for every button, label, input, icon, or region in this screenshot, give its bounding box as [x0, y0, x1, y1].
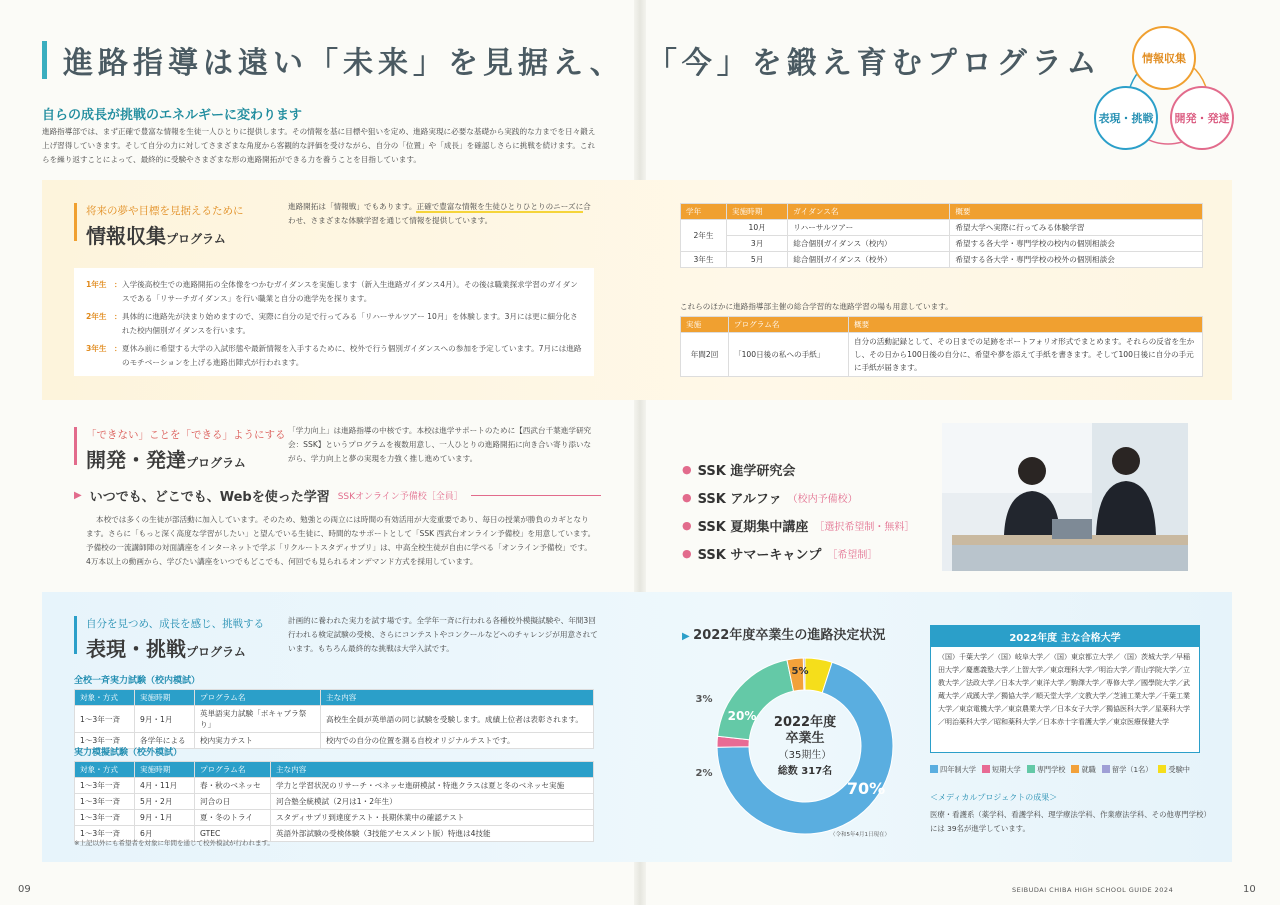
data-label: 5%	[791, 666, 809, 677]
medical-body: 医療・看護系（薬学科、看護学科、理学療法学科、作業療法学科、その他専門学校）には 39名が進学しています。	[930, 810, 1208, 833]
page-number-right: 10	[1243, 884, 1256, 895]
legend-item: 受験中	[1158, 765, 1190, 775]
info-note: これらのほかに進路指導部主催の総合学習的な進路学習の場も用意しています。	[680, 302, 953, 311]
info-year-box	[74, 268, 594, 376]
guide-label: SEIBUDAI CHIBA HIGH SCHOOL GUIDE 2024	[1012, 886, 1174, 894]
data-label: 2%	[695, 768, 713, 779]
mock2-title: 実力模擬試験（校外模試）	[74, 748, 183, 758]
pass-title: 2022年度 主な合格大学	[931, 626, 1199, 647]
center-label: 2022年度	[773, 715, 837, 730]
table-row: 2年生 10月 リハーサルツアー 希望大学へ実際に行ってみる体験学習	[681, 220, 1203, 236]
center-label: 卒業生	[785, 731, 825, 746]
chart-date: （令和5年4月1日現在）	[830, 832, 890, 838]
data-label: 3%	[695, 694, 713, 705]
table-row: 3年生 5月 総合個別ガイダンス（校外） 希望する各大学・専門学校の校外の個別相談会	[681, 252, 1203, 268]
legend-item: 就職	[1071, 765, 1095, 775]
list-item: ● SSK 夏期集中講座 ［選択希望制・無料］	[682, 518, 915, 535]
info-bar	[74, 203, 77, 241]
students-photo	[942, 423, 1188, 571]
legend-item: 専門学校	[1027, 765, 1066, 775]
mock2-table: 対象・方式 実施時期 プログラム名 主な内容 1～3年一斉 4月・11月 春・秋のベネッセ 学力と学習状況のリサーチ・ベネッセ進研模試・特進クラスは夏と冬のベネッセ実施 1～3年一斉 5月・2月 河合の日 河合塾全統模試（2月は1・2年生） 1～3年一斉 9月・1月 夏・冬のトライ スタディサプリ到達度テスト・長期休業中の確認テスト 1～3年一斉 6月 GTEC 英語外部試験の受検体験（3技能アセスメント版）特進は4技能	[74, 761, 594, 842]
legend-item: 短期大学	[982, 765, 1021, 775]
donut-chart	[680, 646, 920, 846]
web-body: 本校では多くの生徒が部活動に加入しています。そのため、勉強との両立には時間の有効活用が大変重要であり、毎日の授業が勝負のカギとなります。さらに「もっと深く高度な学習がしたい」と望んでいる生徒に、時間的なサポートとして「SSK 西武台オンライン予備校」を用意しています。予備校の一流講師陣の対面講座をインターネットで学ぶ「リクルートスタディサプリ」は、中高全校生徒が自由に学べる「オンライン予備校」です。4万本以上の動画から、学びたい講座をいつでもどこでも、何回でも見られるオンデマンド方式を採用しています。	[86, 515, 596, 566]
exp-bar	[74, 616, 77, 654]
center-label: （35期生）	[778, 750, 832, 761]
table-row: 1～3年一斉 9月・1月 英単語実力試験「ボキャブラ祭り」 高校生全員が英単語の同じ試験を受験します。成績上位者は表彰されます。	[75, 706, 594, 733]
list-item: ● SSK サマーキャンプ ［希望制］	[682, 546, 878, 563]
pass-list: （国）千葉大学／（国）岐阜大学／（国）東京都立大学／（国）茨城大学／早稲田大学／慶應義塾大学／上智大学／東京理科大学／明治大学／青山学院大学／立教大学／法政大学／日本大学／東洋大学／駒澤大学／専修大学／國學院大学／武蔵大学／成蹊大学／獨協大学／順天堂大学／文教大学／芝浦工業大学／千葉工業大学／東京電機大学／東京農業大学／日本女子大学／獨協医科大学／星薬科大学／明治薬科大学／昭和薬科大学／日本赤十字看護大学／東京医療保健大学	[938, 653, 1190, 726]
exp-desc: 計画的に養われた実力を試す場です。全学年一斉に行われる各種校外模擬試験や、年間3回行われる検定試験の受検、さらにコンテストやコンクールなどへのチャレンジが用意されています。もちろん最終的な挑戦は大学入試です。	[288, 616, 598, 653]
table-row: 1～3年一斉 9月・1月 夏・冬のトライ スタディサプリ到達度テスト・長期休業中の確認テスト	[75, 810, 594, 826]
table-row: 1～3年一斉 5月・2月 河合の日 河合塾全統模試（2月は1・2年生）	[75, 794, 594, 810]
info-title: 情報収集プログラム	[86, 224, 226, 248]
play-icon: ▶	[74, 490, 82, 501]
legend-item: 四年制大学	[930, 765, 976, 775]
web-heading: ▶ いつでも、どこでも、Webを使った学習 SSKオンライン予備校［全員］	[74, 486, 601, 505]
exp-title: 表現・挑戦プログラム	[86, 637, 246, 661]
cycle-express: 表現・挑戦	[1094, 86, 1158, 150]
info-desc: 進路開拓は「情報戦」でもあります。正確で豊富な情報を生徒ひとりひとりのニーズに合わせ、さまざまな体験学習を通じて情報を提供しています。	[288, 202, 591, 225]
data-label: 20%	[727, 709, 757, 723]
list-item: ● SSK 進学研究会	[682, 462, 796, 479]
table-row: 1～3年一斉 各学年による 校内実力テスト 校内での自分の位置を測る自校オリジナルテストです。	[75, 733, 594, 749]
mock1-title: 全校一斉実力試験（校内模試）	[74, 676, 201, 686]
info-subtitle: 将来の夢や目標を見据えるために	[86, 205, 244, 217]
dev-bar	[74, 427, 77, 465]
ssk-list	[682, 455, 914, 567]
table-row: 年間2回 「100日後の私への手紙」 自分の活動記録として、その日までの足跡をポートフォリオ形式でまとめます。それらの反省を生かし、その日から100日後の自分に、希望や夢を添えて手紙を書きます。そして100日後に自分の手元に手紙が届きます。	[681, 333, 1203, 377]
guidance-table: 学年 実施時期 ガイダンス名 概要 2年生 10月 リハーサルツアー 希望大学へ実際に行ってみる体験学習 3月 総合個別ガイダンス（校内） 希望する各大学・専門学校の校内の個別相談会 3年生 5月 総合個別ガイダンス（校外） 希望する各大学・専門学校の校外の個別相談会	[680, 203, 1203, 268]
table-row: 3月 総合個別ガイダンス（校内） 希望する各大学・専門学校の校内の個別相談会	[681, 236, 1203, 252]
year-row: 2年生 ： 具体的に進路先が決まり始めますので、実際に自分の足で行ってみる「リハーサルツアー 10月」を体験します。3月には更に細分化された校内個別ガイダンスを行います。	[86, 312, 578, 335]
dev-title: 開発・発達プログラム	[86, 448, 246, 472]
lead-heading: 自らの成長が挑戦のエネルギーに変わります	[42, 108, 303, 123]
dev-desc: 「学力向上」は進路指導の中核です。本校は進学サポートのために【西武台千葉進学研究会：SSK】というプログラムを複数用意し、一人ひとりの進路開拓に向き合い寄り添いながら、学力向上と夢の実現を力強く推し進めています。	[288, 426, 592, 463]
table-row: 1～3年一斉 4月・11月 春・秋のベネッセ 学力と学習状況のリサーチ・ベネッセ進研模試・特進クラスは夏と冬のベネッセ実施	[75, 778, 594, 794]
mock1-table: 対象・方式 実施時期 プログラム名 主な内容 1～3年一斉 9月・1月 英単語実力試験「ボキャブラ祭り」 高校生全員が英単語の同じ試験を受験します。成績上位者は表彰されます。 1～3年一斉 各学年による 校内実力テスト 校内での自分の位置を測る自校オリジナルテストです。	[74, 689, 594, 749]
cycle-info: 情報収集	[1132, 26, 1196, 90]
chart-legend	[930, 765, 1190, 775]
title-bar	[42, 41, 47, 79]
list-item: ● SSK アルファ （校内予備校）	[682, 490, 858, 507]
page-number-left: 09	[18, 884, 31, 895]
data-label: 70%	[846, 779, 886, 798]
page-title	[42, 38, 1102, 82]
year-row: 3年生 ： 夏休み前に希望する大学の入試形態や最新情報を入手するために、校外で行う個別ガイダンスへの参加を予定しています。7月には進路のモチベーションを上げる進路出陣式が行われます。	[86, 344, 582, 367]
year-row: 1年生 ： 入学後高校生での進路開拓の全体像をつかむガイダンスを実施します（新入生進路ガイダンス4月）。その後は職業探求学習のガイダンスである「リサーチガイダンス」を行い職業と自分の進学先を探ります。	[86, 280, 578, 303]
title-part1: 進路指導は遠い「未来」を見据え、	[63, 46, 625, 81]
letter-table: 実施 プログラム名 概要 年間2回 「100日後の私への手紙」 自分の活動記録として、その日までの足跡をポートフォリオ形式でまとめます。それらの反省を生かし、その日から100日後の自分に、希望や夢を添えて手紙を書きます。そして100日後に自分の手元に手紙が届きます。	[680, 316, 1203, 377]
medical-title: ＜メディカルプロジェクトの成果＞	[930, 793, 1058, 802]
title-part2: 「今」を鍛え育むプログラム	[646, 46, 1102, 81]
dev-subtitle: 「できない」ことを「できる」ようにする	[86, 429, 286, 441]
table-row: 1～3年一斉 6月 GTEC 英語外部試験の受検体験（3技能アセスメント版）特進は4技能	[75, 826, 594, 842]
chart-title: ▶ 2022年度卒業生の進路決定状況	[682, 628, 886, 643]
exp-footnote: ※上記以外にも希望者を対象に年間を通じて校外模試が行われます。	[74, 839, 274, 847]
pass-box	[930, 625, 1200, 753]
center-label: 総数 317名	[777, 766, 833, 777]
exp-subtitle: 自分を見つめ、成長を感じ、挑戦する	[86, 618, 265, 630]
lead-body: 進路指導部では、まず正確で豊富な情報を生徒一人ひとりに提供します。その情報を基に目標や狙いを定め、進路実現に必要な基礎から実践的な力までを日々鍛え上げ習得していきます。そして自分の力に対してさまざまな角度から客観的な評価を受けながら、自分の「位置」や「成長」を確認しさらに挑戦を続けます。これらを繰り返すことによって、最終的に受験やさまざまな形の進路開拓ができる力を養うことを目指しています。	[42, 127, 596, 165]
legend-item: 留学（1名）	[1102, 765, 1153, 775]
cycle-develop: 開発・発達	[1170, 86, 1234, 150]
